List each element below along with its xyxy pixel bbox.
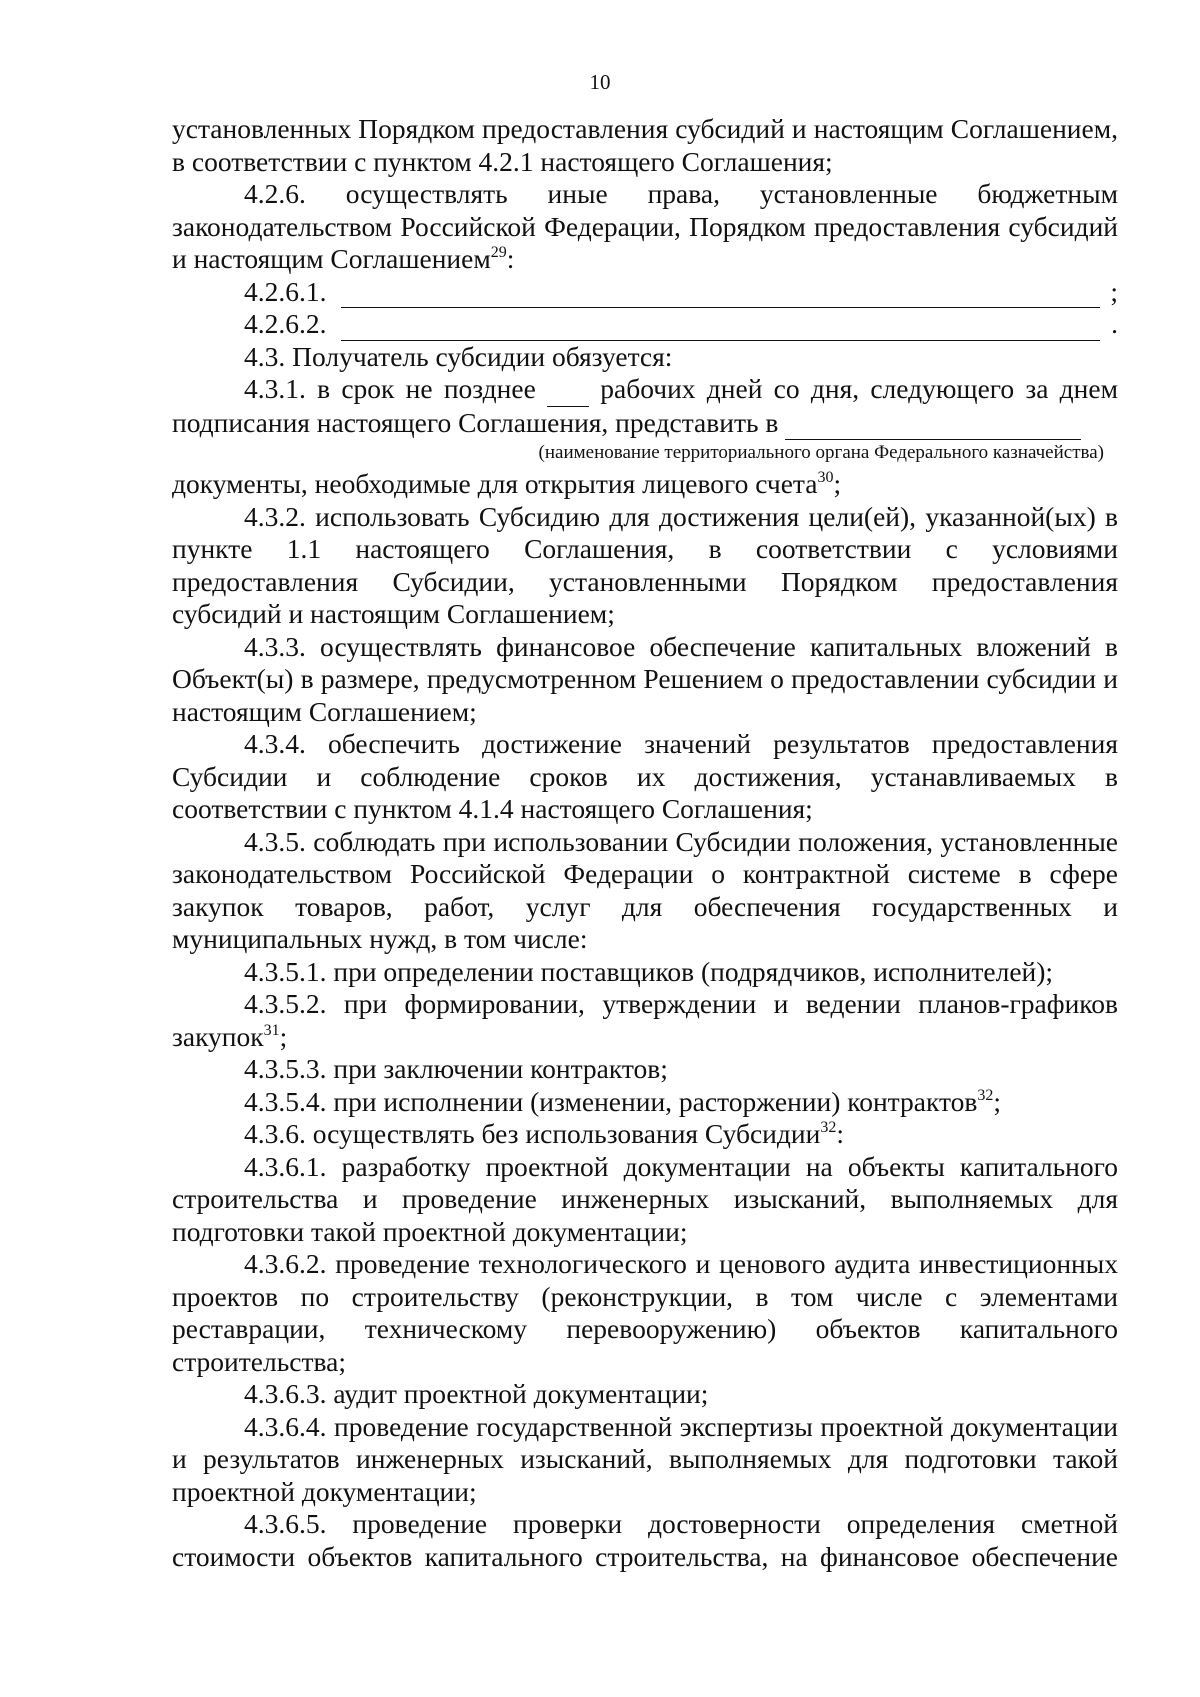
footnote-ref: 32 xyxy=(977,1086,994,1104)
paragraph-4-3-6-1: 4.3.6.1. разработку проектной документации на объекты капитального строительства и проведение инженерных изысканий, выполняемых для подготовки такой проектной документации; xyxy=(172,1150,1118,1247)
paragraph-4-3-6-4: 4.3.6.4. проведение государственной экспертизы проектной документации и результатов инженерных изысканий, выполняемых для подготовки такой проектной документации; xyxy=(172,1410,1118,1507)
footnote-ref: 29 xyxy=(490,244,507,261)
document-body xyxy=(172,113,1118,1573)
paragraph-4-3-5-3: 4.3.5.3. при заключении контрактов; xyxy=(244,1053,668,1084)
paragraph-4-2-5-continuation: установленных Порядком предоставления субсидий и настоящим Соглашением, в соответствии с пунктом 4.2.1 настоящего Соглашения; xyxy=(172,113,1118,177)
fill-in-blank-days xyxy=(547,373,589,407)
paragraph-4-2-6-2: 4.2.6.2. . xyxy=(244,308,1118,339)
paragraph-4-3-1: 4.3.1. в срок не позднее рабочих дней со дня, следующего за днем подписания настоящего Соглашения, представить в (наименование территориального органа Федерального казначейства) документы, необходимые для открытия лицевого счета$^{30}$; xyxy=(172,373,1118,499)
fill-in-blank-line xyxy=(341,314,1100,341)
paragraph-4-2-6: 4.2.6. осуществлять иные права, установленные бюджетным законодательством Российской Федерации, Порядком предоставления субсидий и настоящим Соглашением$^{29}$: xyxy=(172,178,1118,274)
fill-in-blank-treasury-body xyxy=(785,407,1081,441)
page-number: 10 xyxy=(589,70,611,94)
fill-in-blank-line xyxy=(341,281,1100,308)
paragraph-4-3-3: 4.3.3. осуществлять финансовое обеспечение капитальных вложений в Объект(ы) в размере, предусмотренном Решением о предоставлении субсидии и настоящим Соглашением; xyxy=(172,630,1118,727)
paragraph-4-3-2: 4.3.2. использовать Субсидию для достижения цели(ей), указанной(ых) в пункте 1.1 настоящего Соглашения, в соответствии с условиями предоставления Субсидии, установленными Порядком предоставления субсидий и настоящим Соглашением; xyxy=(172,500,1118,629)
paragraph-4-2-6-1: 4.2.6.1. ; xyxy=(244,275,1118,307)
footnote-ref: 30 xyxy=(817,469,834,486)
paragraph-4-3-6-5: 4.3.6.5. проведение проверки достоверности определения сметной стоимости объектов капитального строительства, на финансовое обеспечение xyxy=(172,1508,1118,1572)
paragraph-4-3-4: 4.3.4. обеспечить достижение значений результатов предоставления Субсидии и соблюдение сроков их достижения, устанавливаемых в соответствии с пунктом 4.1.4 настоящего Соглашения; xyxy=(172,728,1118,824)
paragraph-4-3-5-1: 4.3.5.1. при определении поставщиков (подрядчиков, исполнителей); xyxy=(244,955,1054,987)
paragraph-4-3-5-2: 4.3.5.2. при формировании, утверждении и ведении планов-графиков закупок$^{31}$; xyxy=(172,988,1118,1052)
footnote-ref: 31 xyxy=(263,1021,280,1039)
paragraph-4-3-5: 4.3.5. соблюдать при использовании Субсидии положения, установленные законодательством Российской Федерации о контрактной системе в сфере закупок товаров, работ, услуг для обеспечения государственных и муниципальных нужд, в том числе: xyxy=(172,825,1118,954)
paragraph-4-3-6-3: 4.3.6.3. аудит проектной документации; xyxy=(244,1378,709,1409)
paragraph-4-3: 4.3. Получатель субсидии обязуется: xyxy=(244,340,673,372)
blank-caption: (наименование территориального органа Федерального казначейства) xyxy=(538,442,1104,463)
paragraph-4-3-6-2: 4.3.6.2. проведение технологического и ценового аудита инвестиционных проектов по строительству (реконструкции, в том числе с элементами реставрации, техническому перевооружению) объектов капитального строительства; xyxy=(172,1248,1118,1377)
footnote-ref: 32 xyxy=(820,1119,837,1136)
paragraph-4-3-6: 4.3.6. осуществлять без использования Субсидии$^{32}$: xyxy=(244,1118,844,1149)
paragraph-4-3-5-4: 4.3.5.4. при исполнении (изменении, расторжении) контрактов$^{32}$; xyxy=(244,1085,1002,1117)
